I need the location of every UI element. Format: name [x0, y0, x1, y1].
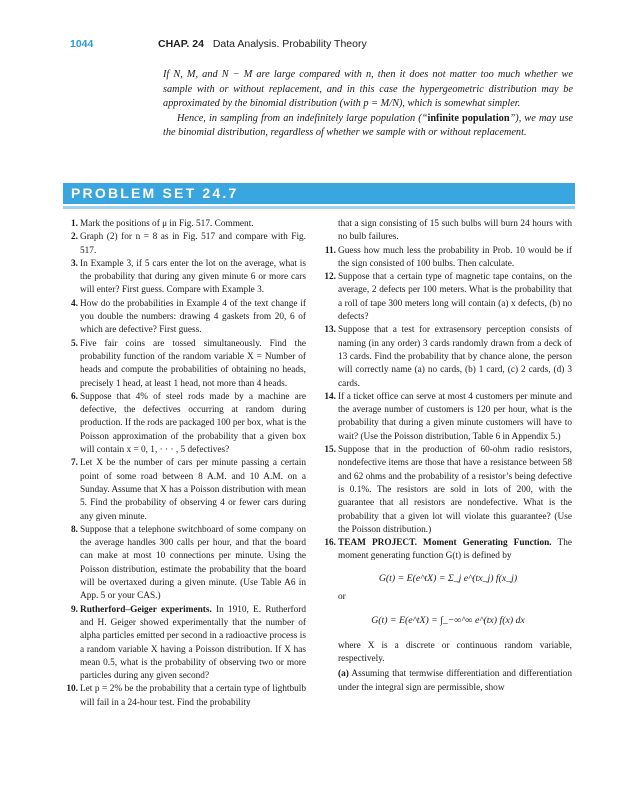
chapter-number: CHAP. 24: [158, 38, 204, 50]
problem-number: 8.: [71, 524, 78, 535]
left-column: [66, 218, 306, 710]
problem-bold-title: Rutherford–Geiger experiments.: [80, 604, 212, 615]
problem-number: 1.: [71, 219, 78, 229]
problem-text: Let X be the number of cars per minute passing a certain point of some road between 8 A.M. and 10 A.M. on a Sunday. Assume that X has a Poisson distribution with mean 5. Find the probability of observing 4 or fewer cars during any given minute.: [80, 458, 306, 522]
problem-number: 6.: [71, 391, 78, 402]
problem-9: [66, 604, 306, 684]
problem-7: [66, 457, 306, 523]
intro-paragraph-1: If N, M, and N − M are large compared with n, then it does not matter too much whether we sample with or without replacement, and in this case the hypergeometric distribution may be approximated by the binomial distribution (with p = M/N), which is somewhat simpler.: [163, 69, 573, 110]
chapter-title: Data Analysis. Probability Theory: [212, 38, 367, 50]
problem-text: Suppose that a certain type of magnetic tape contains, on the average, 2 defects per 100 meters. What is the probability that a roll of tape 300 meters long will contain (a) x defects, (b) no defects?: [338, 272, 572, 323]
running-header: [70, 38, 599, 54]
part-a-label: (a): [338, 669, 349, 680]
problem-5: [66, 338, 306, 391]
problem-11: [324, 245, 572, 272]
problem-4: [66, 298, 306, 338]
problem-14: [324, 391, 572, 444]
problem-text: How do the probabilities in Example 4 of the text change if you double the numbers: drawing 4 gaskets from 20, 6 of which are defective? First guess.: [80, 298, 306, 336]
problem-12: [324, 271, 572, 324]
formula-continuous: G(t) = E(e^tX) = ∫_−∞^∞ e^(tx) f(x) dx: [371, 615, 525, 627]
problem-text: In Example 3, if 5 cars enter the lot on the average, what is the probability that during any given minute 6 or more cars will enter? First guess. Compare with Example 3.: [80, 258, 306, 296]
formula-explanation: where X is a discrete or continuous random variable, respectively.: [338, 640, 572, 664]
problem-8: [66, 524, 306, 604]
formula-discrete: G(t) = E(e^tX) = Σ_j e^(tx_j) f(x_j): [378, 572, 518, 584]
problem-number: 13.: [324, 325, 336, 336]
problem-set-title: PROBLEM SET 24.7: [71, 185, 239, 201]
problem-text: The moment generating function G(t) is defined by: [338, 538, 572, 562]
problem-text: Graph (2) for n = 8 as in Fig. 517 and compare with Fig. 517.: [80, 232, 306, 256]
problem-text: In 1910, E. Rutherford and H. Geiger showed experimentally that the number of alpha particles emitted per second in a radioactive process is a random variable X having a Poisson distribution. If X has mean 0.5, what is the probability of observing two or more particles during any given second?: [80, 604, 306, 682]
part-a: [324, 668, 572, 695]
problem-number: 5.: [71, 338, 78, 349]
problem-13: [324, 324, 572, 390]
infinite-population-term: infinite population: [427, 112, 510, 124]
problem-set-banner: [63, 183, 575, 204]
intro-p2-c: ”), we may use the binomial distribution, regardless of whether we sample with or without replacement.: [163, 112, 573, 139]
problem-6: [66, 391, 306, 457]
intro-text: [163, 68, 573, 141]
problem-number: 16.: [324, 538, 336, 549]
chapter-heading: [158, 38, 367, 50]
intro-p2-a: Hence, in sampling from an indefinitely large population (“: [177, 112, 428, 124]
problem-text: Suppose that 4% of steel rods made by a machine are defective, the defectives occurring at random during production. If the rods are packaged 100 per box, what is the Poisson approximation of the probability that a given box will contain x = 0, 1, · · · , 5 defectives?: [80, 391, 306, 456]
problem-2: [66, 231, 306, 258]
problem-15: [324, 444, 572, 537]
problem-16: [324, 537, 572, 564]
problem-text: Five fair coins are tossed simultaneously. Find the probability function of the random variable X = Number of heads and compute the probabilities of obtaining no heads, precisely 1 head, at least 1 head, not more than 4 heads.: [80, 338, 306, 389]
problem-number: 2.: [71, 232, 78, 243]
intro-paragraph-2: [163, 112, 573, 141]
problem-text: Guess how much less the probability in Prob. 10 would be if the sign consisted of 100 bulbs. Then calculate.: [338, 245, 572, 269]
problem-number: 9.: [71, 604, 78, 615]
problem-number: 7.: [71, 458, 78, 469]
problem-number: 3.: [71, 258, 78, 269]
problem-text: If a ticket office can serve at most 4 customers per minute and the average number of customers is 120 per hour, what is the probability that during a given minute customers will have to wait? (Use the Poisson distribution, Table 6 in Appendix 5.): [338, 391, 572, 442]
problem-number: 12.: [324, 272, 336, 283]
page-number: 1044: [70, 38, 94, 50]
problem-number: 11.: [324, 245, 336, 256]
or-text: or: [338, 592, 346, 603]
problem-text: Mark the positions of μ in Fig. 517. Comment.: [80, 219, 254, 229]
problem-10-continued: that a sign consisting of 15 such bulbs will burn 24 hours with no bulb failures.: [338, 219, 572, 243]
right-column: [324, 218, 572, 695]
problem-number: 4.: [71, 298, 78, 309]
part-a-text: Assuming that termwise differentiation and differentiation under the integral sign are permissible, show: [338, 669, 572, 693]
problem-text: Suppose that a test for extrasensory perception consists of naming (in any order) 3 cards randomly drawn from a deck of 13 cards. Find the probability that by chance alone, the person will correctly name (a) no cards, (b) 1 card, (c) 2 cards, (d) 3 cards.: [338, 325, 572, 389]
banner-underline: [63, 206, 575, 209]
problem-text: Let p = 2% be the probability that a certain type of lightbulb will fail in a 24-hour test. Find the probability: [80, 684, 306, 708]
problem-text: Suppose that in the production of 60-ohm radio resistors, nondefective items are those that have a resistance between 58 and 62 ohms and the probability of a resistor’s being defective is 0.1%. The resistors are sold in lots of 200, with the guarantee that all resistors are nondefective. What is the probability that a given lot will violate this guarantee? (Use the Poisson distribution.): [338, 445, 572, 535]
problem-3: [66, 258, 306, 298]
problem-text: Suppose that a telephone switchboard of some company on the average handles 300 calls per hour, and that the board can make at most 10 connections per minute. Using the Poisson distribution, estimate the probability that the board will be overtaxed during a given minute. (Use Table A6 in App. 5 or your CAS.): [80, 524, 306, 602]
problem-10: [66, 683, 306, 710]
problem-1: [66, 218, 306, 231]
problem-number: 10.: [66, 684, 78, 695]
problem-number: 14.: [324, 391, 336, 402]
problem-number: 15.: [324, 445, 336, 456]
problem-bold-title: TEAM PROJECT. Moment Generating Function.: [338, 538, 552, 549]
